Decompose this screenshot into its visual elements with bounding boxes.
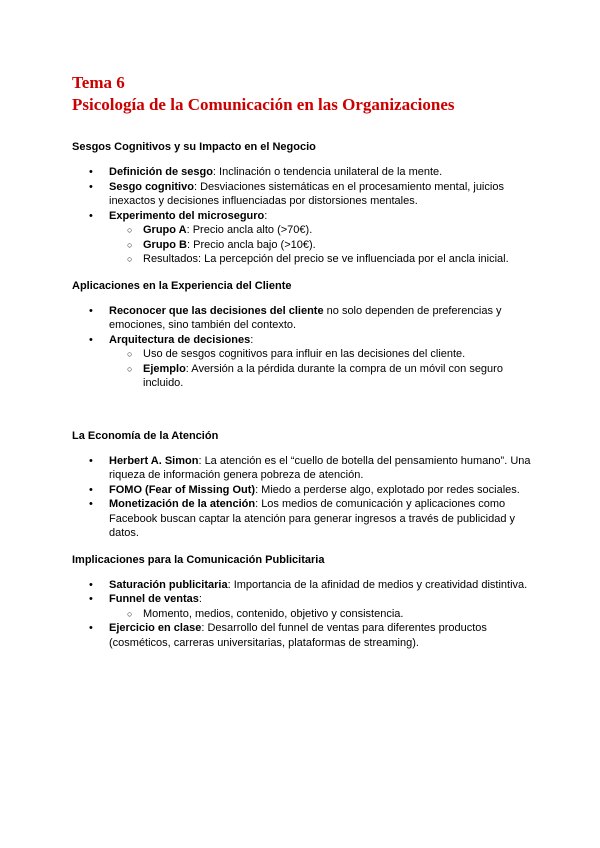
section-heading-implicaciones: Implicaciones para la Comunicación Publicitaria bbox=[72, 553, 325, 566]
title-line-1: Tema 6 bbox=[72, 73, 125, 92]
list-sesgos bbox=[72, 165, 532, 267]
sub-list-item: ○ Grupo A: Precio ancla alto (>70€). bbox=[72, 223, 532, 238]
list-item: • Herbert A. Simon: La atención es el “cuello de botella del pensamiento humano”. Una riqueza de información genera pobreza de atención. bbox=[72, 454, 532, 483]
sub-list-item: ○ Uso de sesgos cognitivos para influir en las decisiones del cliente. bbox=[72, 347, 532, 362]
list-item: • Reconocer que las decisiones del cliente no solo dependen de preferencias y emociones, sino también del contexto. bbox=[72, 304, 532, 333]
sub-list-item: ○ Ejemplo: Aversión a la pérdida durante la compra de un móvil con seguro incluido. bbox=[72, 362, 532, 391]
list-item: • Definición de sesgo: Inclinación o tendencia unilateral de la mente. bbox=[72, 165, 532, 180]
sub-list-item: ○ Resultados: La percepción del precio se ve influenciada por el ancla inicial. bbox=[72, 252, 532, 267]
document-title bbox=[72, 72, 532, 116]
sublist-microseguro bbox=[109, 223, 532, 267]
list-item: • Arquitectura de decisiones: ○ Uso de sesgos cognitivos para influir en las decisiones del cliente. ○ Ejemplo: Aversión a la pérdida durante la compra de un móvil con seguro incluido. bbox=[72, 333, 532, 391]
document-page bbox=[72, 72, 532, 650]
list-aplicaciones bbox=[72, 304, 532, 391]
list-item: • FOMO (Fear of Missing Out): Miedo a perderse algo, explotado por redes sociales. bbox=[72, 483, 532, 498]
section-heading-sesgos: Sesgos Cognitivos y su Impacto en el Negocio bbox=[72, 141, 316, 153]
sub-list-item: ○ Momento, medios, contenido, objetivo y consistencia. bbox=[72, 607, 532, 622]
list-item: • Experimento del microseguro: ○ Grupo A: Precio ancla alto (>70€). ○ Grupo B: Precio ancla bajo (>10€). ○ Resultados: La percepción del precio se ve influenciada por el ancla inicial. bbox=[72, 209, 532, 267]
list-economia bbox=[72, 454, 532, 541]
sublist-funnel bbox=[109, 607, 532, 622]
list-item: • Monetización de la atención: Los medios de comunicación y aplicaciones como Facebook buscan captar la atención para generar ingresos a través de publicidad y datos. bbox=[72, 497, 532, 541]
list-item: • Saturación publicitaria: Importancia de la afinidad de medios y creatividad distintiva. bbox=[72, 578, 532, 593]
list-item: • Funnel de ventas: ○ Momento, medios, contenido, objetivo y consistencia. bbox=[72, 592, 532, 621]
list-implicaciones bbox=[72, 578, 532, 651]
list-item: • Ejercicio en clase: Desarrollo del funnel de ventas para diferentes productos (cosméticos, carreras universitarias, plataformas de streaming). bbox=[72, 621, 532, 650]
section-heading-economia: La Economía de la Atención bbox=[72, 429, 219, 442]
sublist-arquitectura bbox=[109, 347, 532, 391]
title-line-2: Psicología de la Comunicación en las Organizaciones bbox=[72, 95, 455, 114]
section-heading-aplicaciones: Aplicaciones en la Experiencia del Cliente bbox=[72, 279, 292, 292]
list-item: • Sesgo cognitivo: Desviaciones sistemáticas en el procesamiento mental, juicios inexactos y decisiones influenciadas por distorsiones mentales. bbox=[72, 180, 532, 209]
sub-list-item: ○ Grupo B: Precio ancla bajo (>10€). bbox=[72, 238, 532, 253]
